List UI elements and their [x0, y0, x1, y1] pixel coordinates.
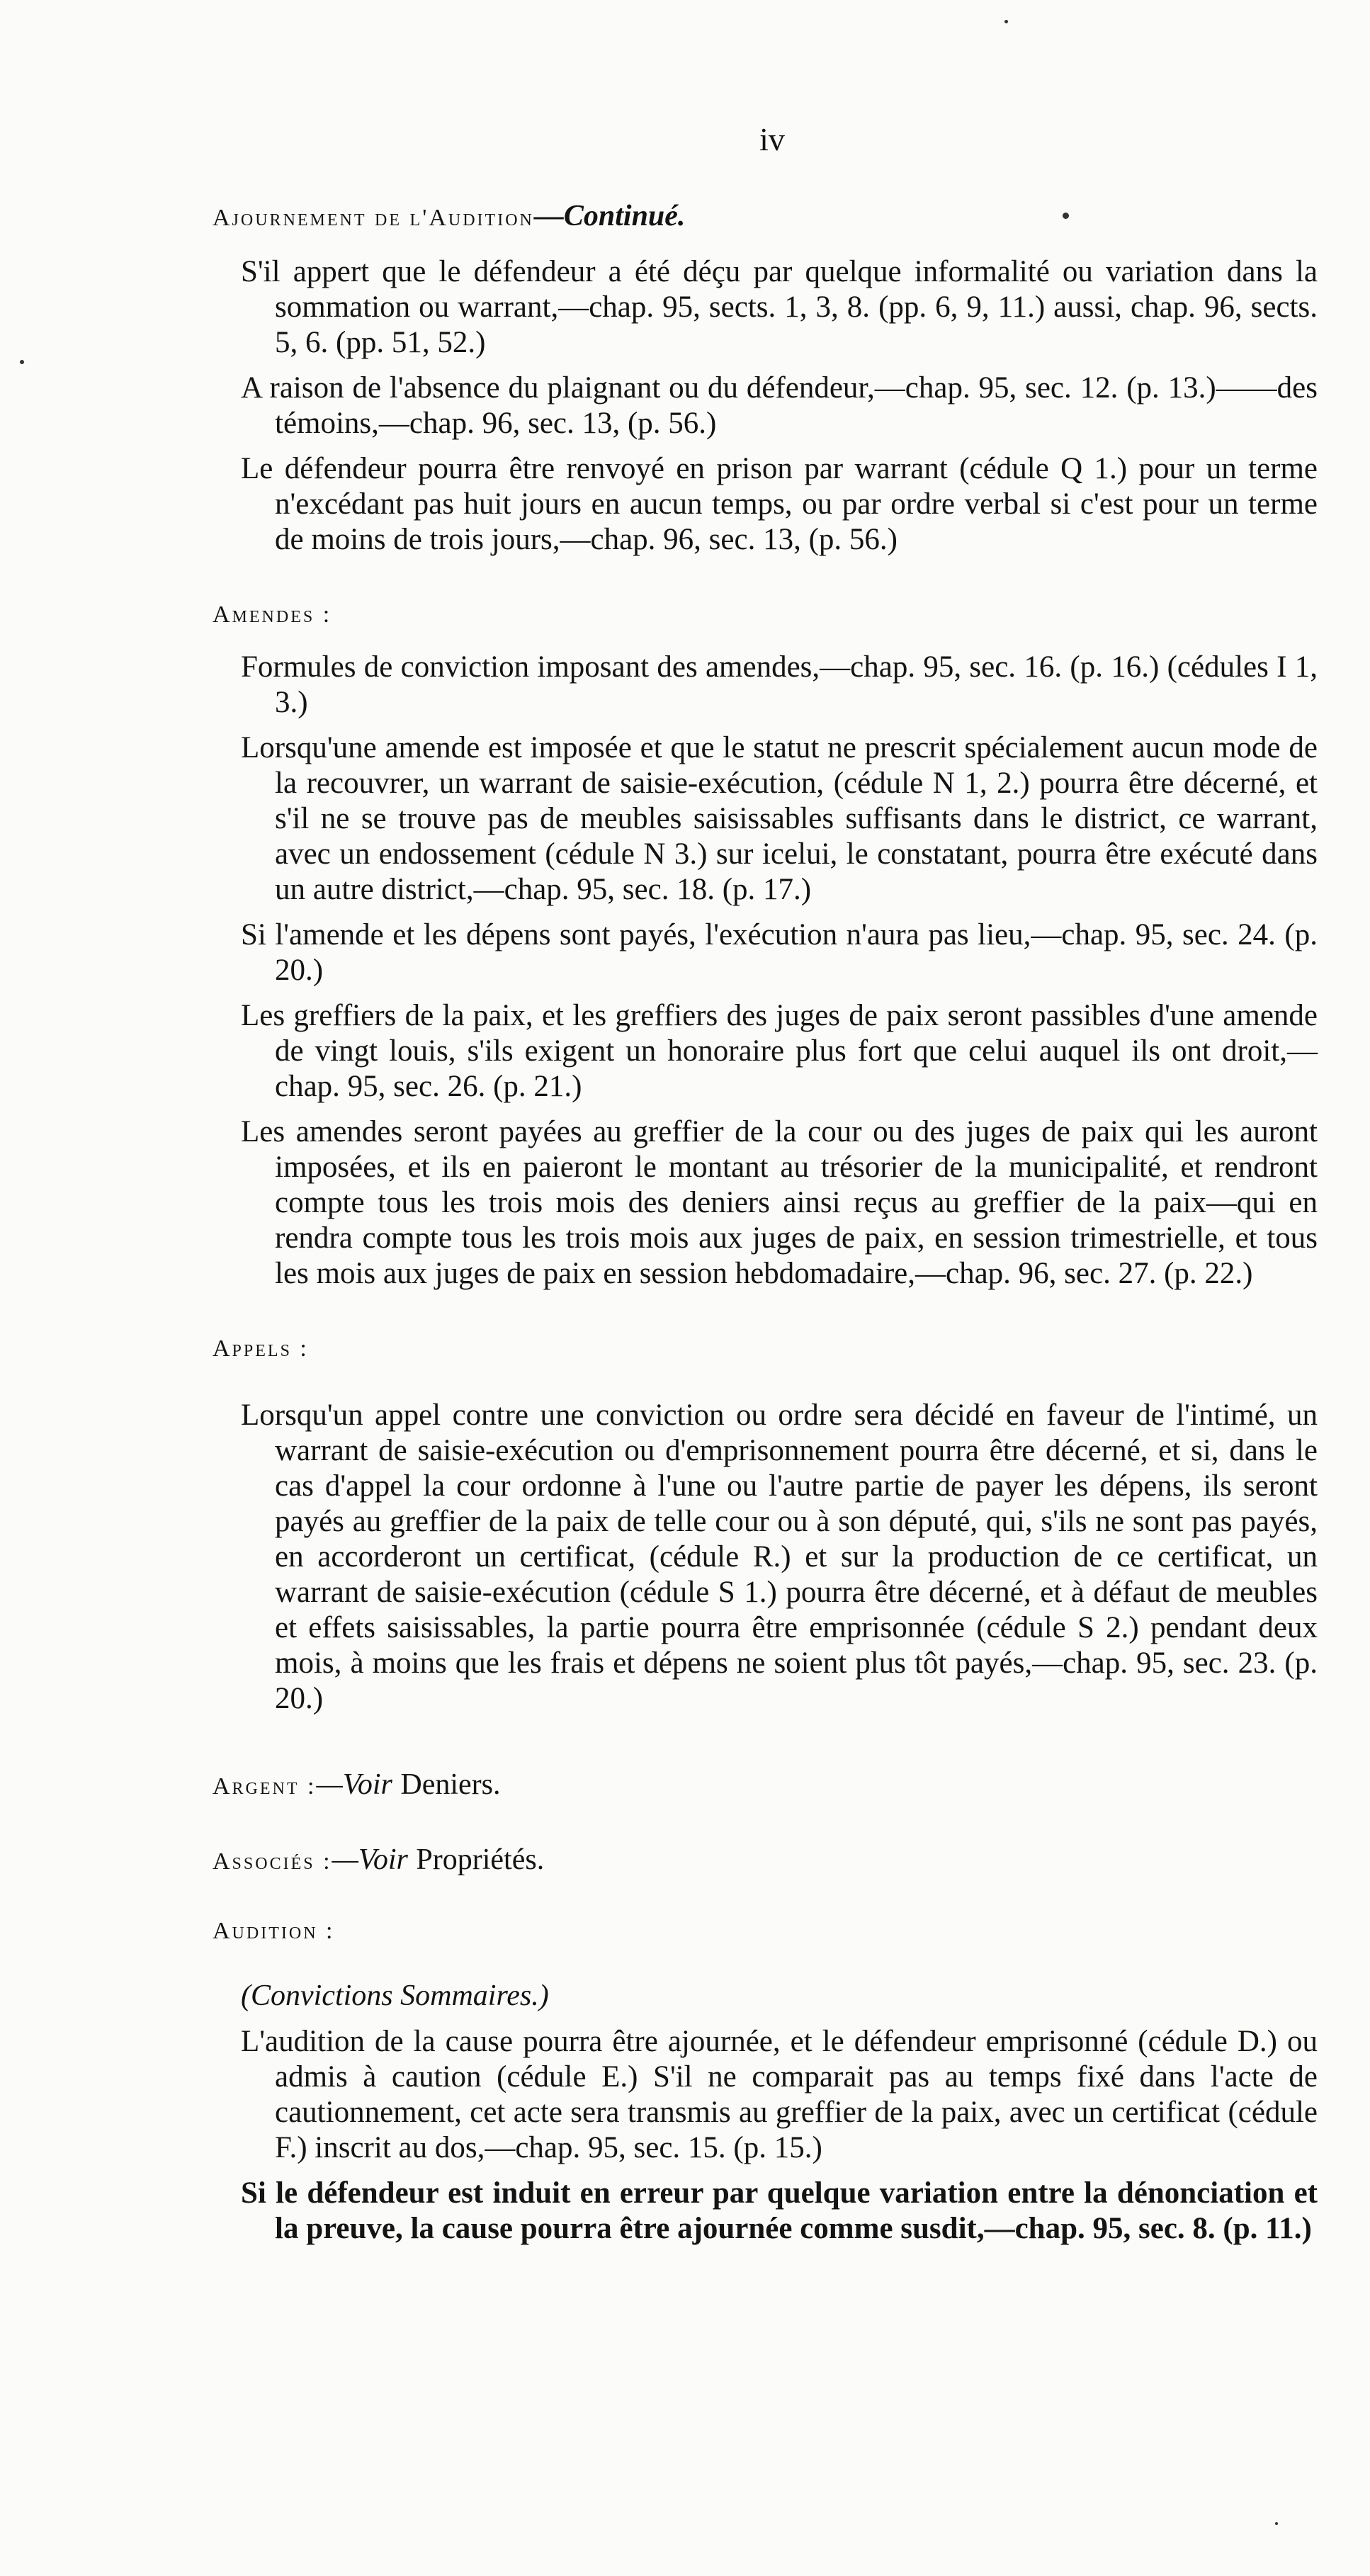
entry-text: L'audition de la cause pourra être ajournée, et le défendeur emprisonné (cédule D.) ou admis à caution (cédule E.) S'il ne comparait pas au temps fixé dans l'acte de cautionnement, cet acte sera transmis au greffier de la paix, avec un certificat (cédule F.) inscrit au dos,—chap. 95, sec. 15. (p. 15.) — [241, 2025, 1318, 2164]
page-number: iv — [759, 121, 785, 157]
ink-speck — [1004, 20, 1008, 23]
entry-text: Si l'amende et les dépens sont payés, l'exécution n'aura pas lieu,—chap. 95, sec. 24. (p. 20.) — [241, 918, 1318, 987]
ink-speck — [1063, 213, 1069, 219]
entry-text: Le défendeur pourra être renvoyé en prison par warrant (cédule Q 1.) pour un terme n'excédant pas huit jours en aucun temps, ou par ordre verbal si c'est pour un terme de moins de trois jours,—chap. 96, sec. 13, (p. 56.) — [241, 452, 1318, 556]
see-reference-target: Propriétés. — [416, 1843, 545, 1876]
entry-text: Lorsqu'un appel contre une conviction ou ordre sera décidé en faveur de l'intimé, un warrant de saisie-exécution ou d'emprisonnement pourra être décerné, et si, dans le cas d'appel la cour ordonne à l'une ou l'autre partie de payer les dépens, ils seront payés au greffier de la paix de telle cour ou à son député, qui, s'ils ne sont pas payés, en accorderont un certificat, (cédule R.) et sur la production de ce certificat, un warrant de saisie-exécution (cédule S 1.) pourra être décerné, et à défaut de meubles et effets saisissables, la partie pourra être emprisonnée (cédule S 2.) pendant deux mois, à moins que les frais et dépens ne soient plus tôt payés,—chap. 95, sec. 23. (p. 20.) — [241, 1399, 1318, 1715]
section-heading-amendes: Amendes : — [213, 601, 332, 628]
subheading: (Convictions Sommaires.) — [241, 1979, 549, 2012]
see-reference-label: —Voir — [316, 1768, 392, 1801]
section-heading-audition: Audition : — [213, 1918, 335, 1944]
entry-text: A raison de l'absence du plaignant ou du défendeur,—chap. 95, sec. 12. (p. 13.)——des témoins,—chap. 96, sec. 13, (p. 56.) — [241, 371, 1318, 440]
section-heading-text: Ajournement de l'Audition — [213, 205, 534, 231]
ink-speck — [20, 360, 24, 364]
see-reference-target: Deniers. — [400, 1768, 501, 1801]
entry-text: Lorsqu'une amende est imposée et que le statut ne prescrit spécialement aucun mode de la recouvrer, un warrant de saisie-exécution, (cédule N 1, 2.) pourra être décerné, et s'il ne se trouve pas de meubles saisissables suffisants dans le district, ce warrant, avec un endossement (cédule N 3.) sur icelui, le constatant, pourra être exécuté dans un autre district,—chap. 95, sec. 18. (p. 17.) — [241, 731, 1318, 906]
section-heading-ajournement — [213, 199, 1318, 233]
see-reference-label: —Voir — [332, 1843, 408, 1876]
entry-text: Les greffiers de la paix, et les greffiers des juges de paix seront passibles d'une amende de vingt louis, s'ils exigent un honoraire plus fort que celui auquel ils ont droit,—chap. 95, sec. 26. (p. 21.) — [241, 999, 1318, 1103]
entry-text: Si le défendeur est induit en erreur par quelque variation entre la dénonciation et la preuve, la cause pourra être ajournée comme susdit,—chap. 95, sec. 8. (p. 11.) — [241, 2176, 1318, 2245]
document-page — [213, 120, 1318, 2256]
entry-text: Formules de conviction imposant des amendes,—chap. 95, sec. 16. (p. 16.) (cédules I 1, 3.) — [241, 650, 1318, 719]
continued-label: —Continué. — [533, 200, 686, 232]
entry-text: Les amendes seront payées au greffier de la cour ou des juges de paix qui les auront imposées, et ils en paieront le montant au trésorier de la municipalité, et rendront compte tous les trois mois des deniers ainsi reçus au greffier de la paix—qui en rendra compte tous les trois mois aux juges de paix, en session trimestrielle, et tous les mois aux juges de paix en session hebdomadaire,—chap. 96, sec. 27. (p. 22.) — [241, 1115, 1318, 1290]
section-heading-text: Associés : — [213, 1848, 332, 1875]
section-heading-associes — [213, 1843, 1318, 1877]
section-heading-text: Argent : — [213, 1773, 317, 1800]
section-heading-appels: Appels : — [213, 1335, 309, 1362]
entry-text: S'il appert que le défendeur a été déçu par quelque informalité ou variation dans la sommation ou warrant,—chap. 95, sects. 1, 3, 8. (pp. 6, 9, 11.) aussi, chap. 96, sects. 5, 6. (pp. 51, 52.) — [241, 255, 1318, 359]
ink-speck — [1275, 2522, 1278, 2525]
section-heading-argent — [213, 1768, 1318, 1802]
